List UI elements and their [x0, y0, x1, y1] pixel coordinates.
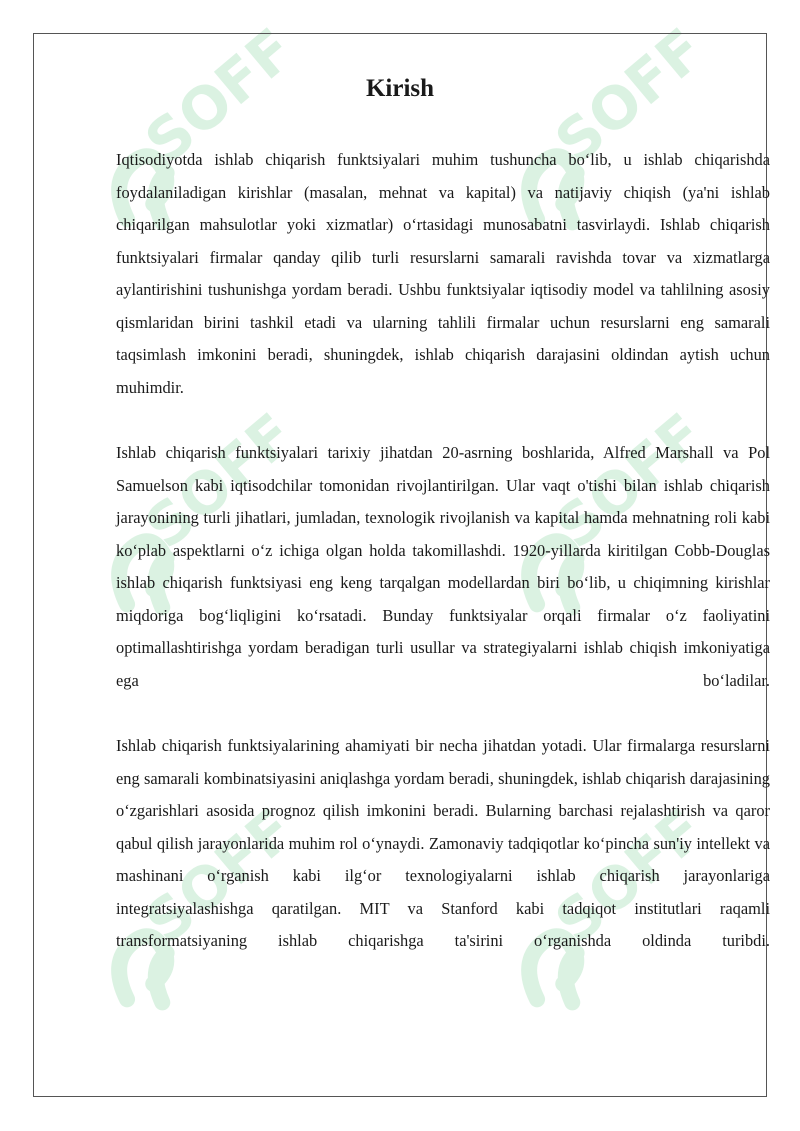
svg-text:SOFF: SOFF — [542, 400, 717, 562]
svg-text:SOFF: SOFF — [132, 400, 307, 562]
svg-text:SOFF: SOFF — [132, 795, 307, 957]
svg-text:SOFF: SOFF — [542, 15, 717, 177]
page-title: Kirish — [365, 75, 435, 102]
paragraph-3: Ishlab chiqarish funktsiyalarining ahamiyati bir necha jihatdan yotadi. Ular firmalarga resurslarni eng samarali kombinatsiyasini aniqlashga yordam beradi, shuningdek, ishlab chiqarish darajasining o‘zgarishlari asosida prognoz qilish imkonini beradi. Bularning barchasi rejalashtirish va qaror qabul qilish jarayonlarida muhim rol o‘ynaydi. Zamonaviy tadqiqotlar ko‘pincha sun'iy intellekt va mashinani o‘rganish kabi ilg‘or texnologiyalarni ishlab chiqarish jarayonlariga integratsiyalashishga qaratilgan. MIT va Stanford kabi tadqiqot institutlari raqamli transformatsiyaning ishlab chiqarishga ta'sirini o‘rganishda oldinda turibdi. — [116, 736, 770, 950]
document-body — [116, 144, 770, 991]
svg-text:SOFF: SOFF — [132, 15, 307, 177]
svg-text:SOFF: SOFF — [542, 795, 717, 957]
paragraph-1: Iqtisodiyotda ishlab chiqarish funktsiyalari muhim tushuncha bo‘lib, u ishlab chiqarishda foydalaniladigan kirishlar (masalan, mehnat va kapital) va natijaviy chiqish (ya'ni ishlab chiqarilgan mahsulotlar yoki xizmatlar) o‘rtasidagi munosabatni tasvirlaydi. Ishlab chiqarish funktsiyalari firmalar qanday qilib turli resurslarni samarali ravishda tovar va xizmatlarga aylantirishini tushunishga yordam beradi. Ushbu funktsiyalar iqtisodiy model va tahlilning asosiy qismlaridan birini tashkil etadi va ularning tahlili firmalar uchun resurslarni eng samarali taqsimlash imkonini beradi, shuningdek, ishlab chiqarish darajasini oldindan aytish uchun muhimdir. — [116, 150, 770, 397]
paragraph-2: Ishlab chiqarish funktsiyalari tarixiy jihatdan 20-asrning boshlarida, Alfred Marshall va Pol Samuelson kabi iqtisodchilar tomonidan rivojlantirilgan. Ular vaqt o'tishi bilan ishlab chiqarish jarayonining turli jihatlari, jumladan, texnologik rivojlanish va kapital hamda mehnatning roli kabi ko‘plab aspektlarni o‘z ichiga olgan holda takomillashdi. 1920-yillarda kiritilgan Cobb-Douglas ishlab chiqarish funktsiyasi eng keng tarqalgan modellardan biri bo‘lib, u chiqimning kirishlar miqdoriga bog‘liqligini ko‘rsatadi. Bunday funktsiyalar orqali firmalar o‘z faoliyatini optimallashtirishga yordam beradigan turli usullar va strategiyalarni ishlab chiqish imkoniyatiga ega bo‘ladilar. — [116, 443, 770, 690]
